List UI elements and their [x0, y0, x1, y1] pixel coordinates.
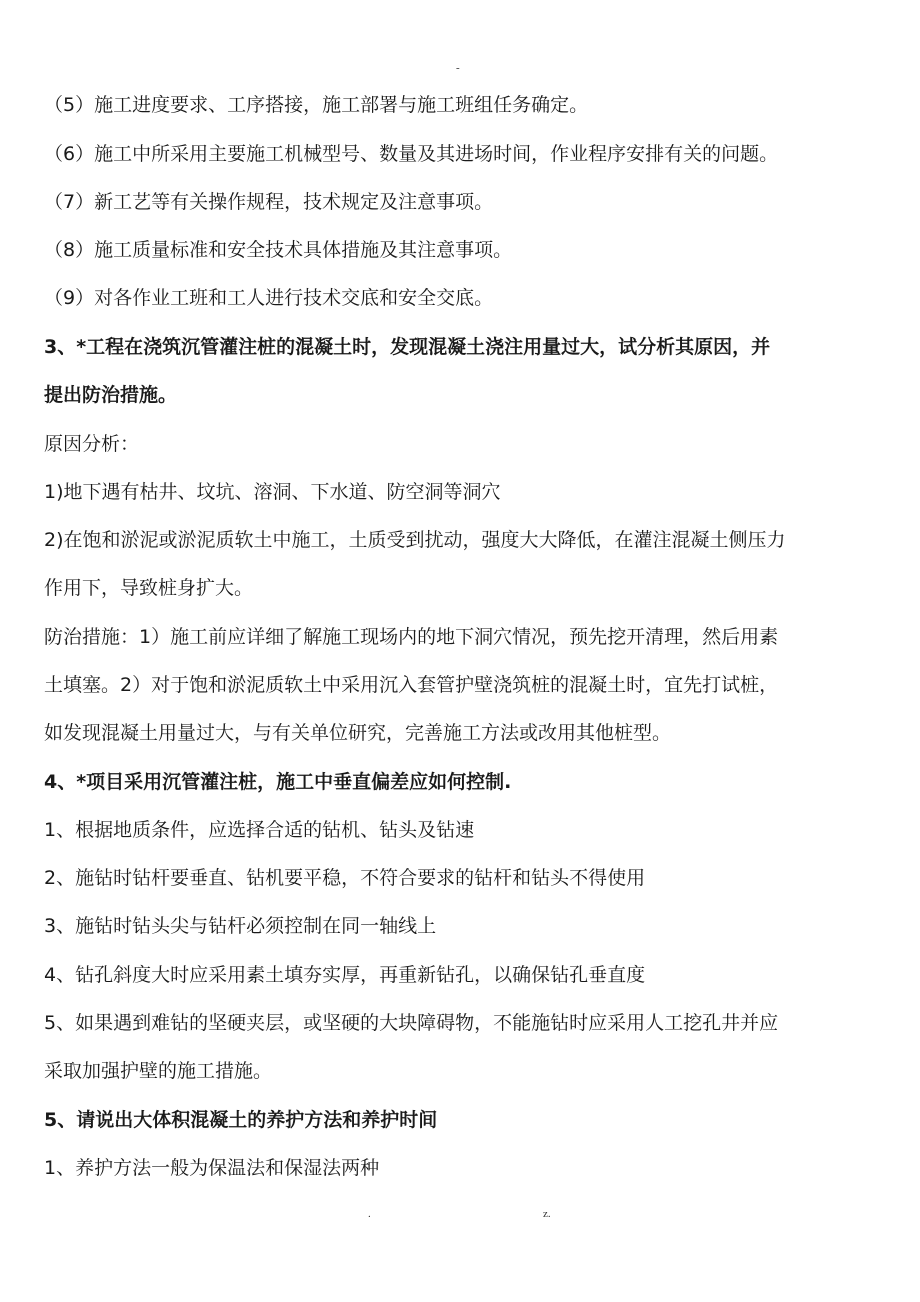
text-line: 4、钻孔斜度大时应采用素土填夯实厚，再重新钻孔，以确保钻孔垂直度	[44, 964, 646, 986]
text-line: 土填塞。2）对于饱和淤泥质软土中采用沉入套管护壁浇筑桩的混凝土时，宜先打试桩，	[44, 674, 779, 696]
text-line: （9）对各作业工班和工人进行技术交底和安全交底。	[44, 287, 494, 309]
text-line: 2、施钻时钻杆要垂直、钻机要平稳，不符合要求的钻杆和钻头不得使用	[44, 867, 646, 889]
footer-right-mark: z.	[543, 1208, 551, 1220]
question-heading: 4、*项目采用沉管灌注桩，施工中垂直偏差应如何控制.	[44, 771, 512, 793]
question-heading: 提出防治措施。	[44, 384, 178, 406]
text-line: （6）施工中所采用主要施工机械型号、数量及其进场时间，作业程序安排有关的问题。	[44, 143, 779, 165]
text-line: 防治措施：1）施工前应详细了解施工现场内的地下洞穴情况，预先挖开清理，然后用素	[44, 626, 779, 648]
text-line: 采取加强护壁的施工措施。	[44, 1060, 273, 1082]
text-line: 原因分析：	[44, 433, 140, 455]
question-heading: 5、请说出大体积混凝土的养护方法和养护时间	[44, 1109, 438, 1131]
text-line: （8）施工质量标准和安全技术具体措施及其注意事项。	[44, 239, 513, 261]
text-line: 3、施钻时钻头尖与钻杆必须控制在同一轴线上	[44, 915, 437, 937]
text-line: （5）施工进度要求、工序搭接，施工部署与施工班组任务确定。	[44, 94, 589, 116]
question-heading: 3、*工程在浇筑沉管灌注桩的混凝土时，发现混凝土浇注用量过大，试分析其原因，并	[44, 336, 771, 358]
text-line: 如发现混凝土用量过大，与有关单位研究，完善施工方法或改用其他桩型。	[44, 722, 672, 744]
text-line: 作用下，导致桩身扩大。	[44, 577, 254, 599]
text-line: （7）新工艺等有关操作规程，技术规定及注意事项。	[44, 191, 494, 213]
text-line: 2)在饱和淤泥或淤泥质软土中施工，土质受到扰动，强度大大降低，在灌注混凝土侧压力	[44, 529, 786, 551]
text-line: 1、根据地质条件，应选择合适的钻机、钻头及钻速	[44, 819, 475, 841]
text-line: 1、养护方法一般为保温法和保湿法两种	[44, 1157, 380, 1179]
footer-left-mark: .	[368, 1208, 371, 1220]
header-mark: -	[456, 62, 460, 74]
text-line: 1)地下遇有枯井、坟坑、溶洞、下水道、防空洞等洞穴	[44, 481, 501, 503]
text-line: 5、如果遇到难钻的坚硬夹层，或坚硬的大块障碍物，不能施钻时应采用人工挖孔井并应	[44, 1012, 779, 1034]
